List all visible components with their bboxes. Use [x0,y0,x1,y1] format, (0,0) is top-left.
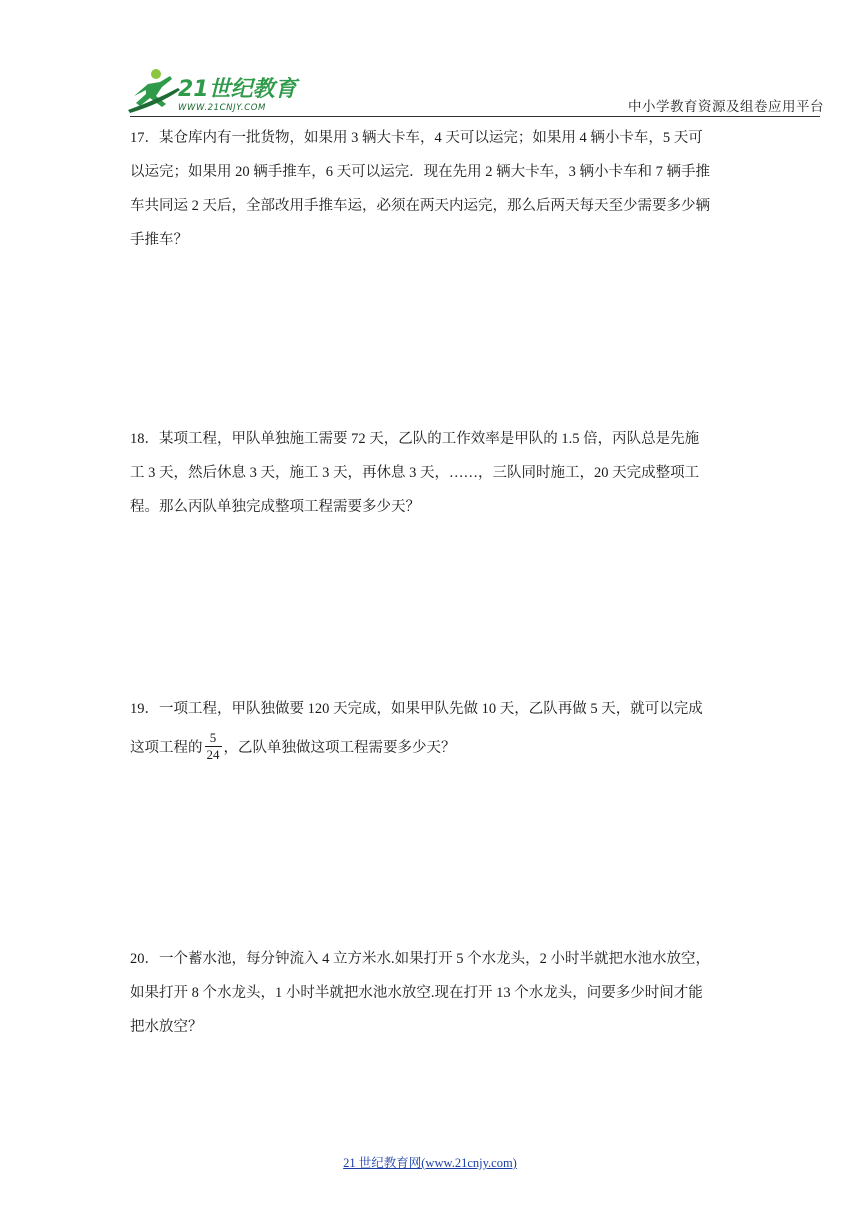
footer-link[interactable]: 21 世纪教育网(www.21cnjy.com) [343,1156,517,1170]
page-header [0,0,860,120]
logo-text: 21世纪教育 [178,77,297,102]
question-text: ，乙队单独做这项工程需要多少天？ [223,740,456,756]
question-line [130,726,733,770]
question-17 [130,121,733,257]
question-line: 如果打开 8 个水龙头，1 小时半就把水池水放空.现在打开 13 个水龙头，问要多少时间才能 [130,985,703,1001]
question-line: 车共同运 2 天后，全部改用手推车运，必须在两天内运完，那么后两天每天至少需要多少辆 [130,198,710,214]
logo-21cnjy [126,66,306,116]
question-18 [130,422,733,524]
question-line: 19．一项工程，甲队独做要 120 天完成，如果甲队先做 10 天，乙队再做 5 天，就可以完成 [130,701,703,717]
platform-title: 中小学教育资源及组卷应用平台 [628,99,824,115]
question-line: 18．某项工程，甲队单独施工需要 72 天，乙队的工作效率是甲队的 1.5 倍，丙队总是先施 [130,431,700,447]
question-line: 工 3 天，然后休息 3 天，施工 3 天，再休息 3 天，……，三队同时施工，20 天完成整项工 [130,465,700,481]
fraction-denominator: 24 [206,747,220,763]
runner-icon [128,69,180,113]
question-line: 以运完；如果用 20 辆手推车，6 天可以运完．现在先用 2 辆大卡车，3 辆小卡车和 7 辆手推 [130,164,710,180]
fraction [205,730,222,763]
page-footer [0,1153,860,1171]
question-line: 20．一个蓄水池，每分钟流入 4 立方米水.如果打开 5 个水龙头，2 小时半就把水池水放空， [130,951,710,967]
question-line: 把水放空？ [130,1019,203,1035]
question-line: 手推车？ [130,232,188,248]
question-line: 17．某仓库内有一批货物，如果用 3 辆大卡车，4 天可以运完；如果用 4 辆小卡车，5 天可 [130,130,703,146]
question-19 [130,692,733,770]
header-divider [130,116,820,117]
question-text: 这项工程的 [130,740,203,756]
question-20 [130,942,733,1044]
logo-url: WWW.21CNJY.COM [178,103,266,113]
fraction-numerator: 5 [209,730,217,746]
question-line: 程。那么丙队单独完成整项工程需要多少天？ [130,499,420,515]
